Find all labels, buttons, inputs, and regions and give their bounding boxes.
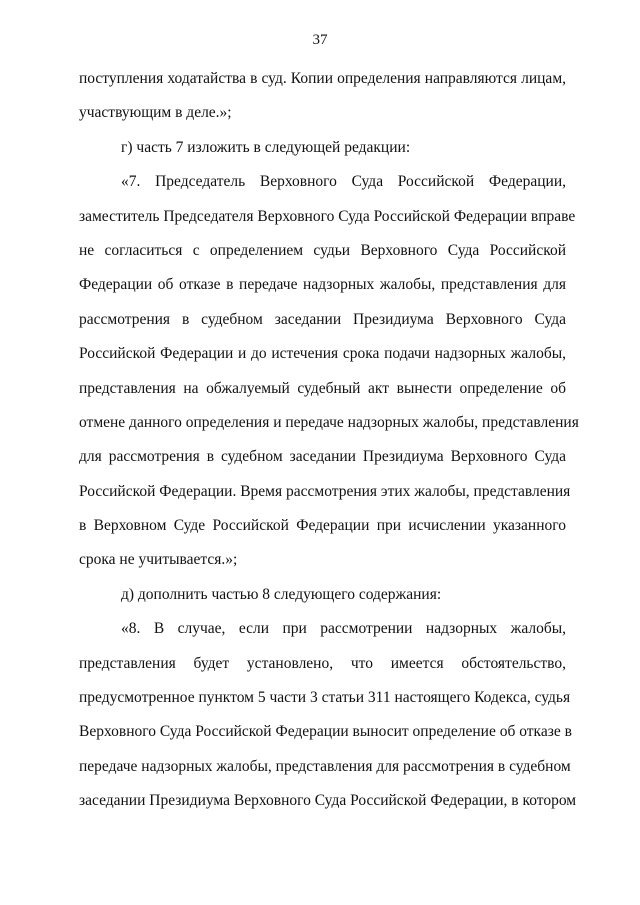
text-line: для рассмотрения в судебном заседании Президиума Верховного Суда xyxy=(79,448,566,466)
text-line: Российской Федерации и до истечения срока подачи надзорных жалобы, xyxy=(79,345,566,363)
text-line: срока не учитывается.»; xyxy=(79,551,238,569)
text-line: д) дополнить частью 8 следующего содержания: xyxy=(121,585,442,603)
text-line: заседании Президиума Верховного Суда Российской Федерации, в котором xyxy=(79,792,577,810)
text-line: поступления ходатайства в суд. Копии определения направляются лицам, xyxy=(79,70,566,87)
text-line: участвующим в деле.»; xyxy=(79,104,232,122)
page-number: 37 xyxy=(312,32,328,48)
text-line: Федерации об отказе в передаче надзорных жалобы, представления для xyxy=(79,276,566,294)
text-line: Российской Федерации. Время рассмотрения этих жалобы, представления xyxy=(79,482,571,500)
text-line: «8. В случае, если при рассмотрении надзорных жалобы, xyxy=(121,620,566,638)
text-line: передаче надзорных жалобы, представления для рассмотрения в судебном xyxy=(79,757,571,775)
text-line: Верховного Суда Российской Федерации выносит определение об отказе в xyxy=(79,723,572,741)
document-body xyxy=(79,62,579,819)
text-line: «7. Председатель Верховного Суда Российской Федерации, xyxy=(121,173,566,191)
text-line: представления на обжалуемый судебный акт вынести определение об xyxy=(79,379,566,397)
text-line: не согласиться с определением судьи Верховного Суда Российской xyxy=(79,241,566,259)
text-line: предусмотренное пунктом 5 части 3 статьи 311 настоящего Кодекса, судья xyxy=(79,689,571,707)
text-line: представления будет установлено, что имеется обстоятельство, xyxy=(79,654,566,672)
text-line: в Верховном Суде Российской Федерации при исчислении указанного xyxy=(79,517,566,535)
text-line: заместитель Председателя Верховного Суда Российской Федерации вправе xyxy=(79,207,576,225)
text-line: г) часть 7 изложить в следующей редакции: xyxy=(121,138,411,156)
text-line: отмене данного определения и передаче надзорных жалобы, представления xyxy=(79,413,579,431)
text-line: рассмотрения в судебном заседании Президиума Верховного Суда xyxy=(79,310,566,328)
